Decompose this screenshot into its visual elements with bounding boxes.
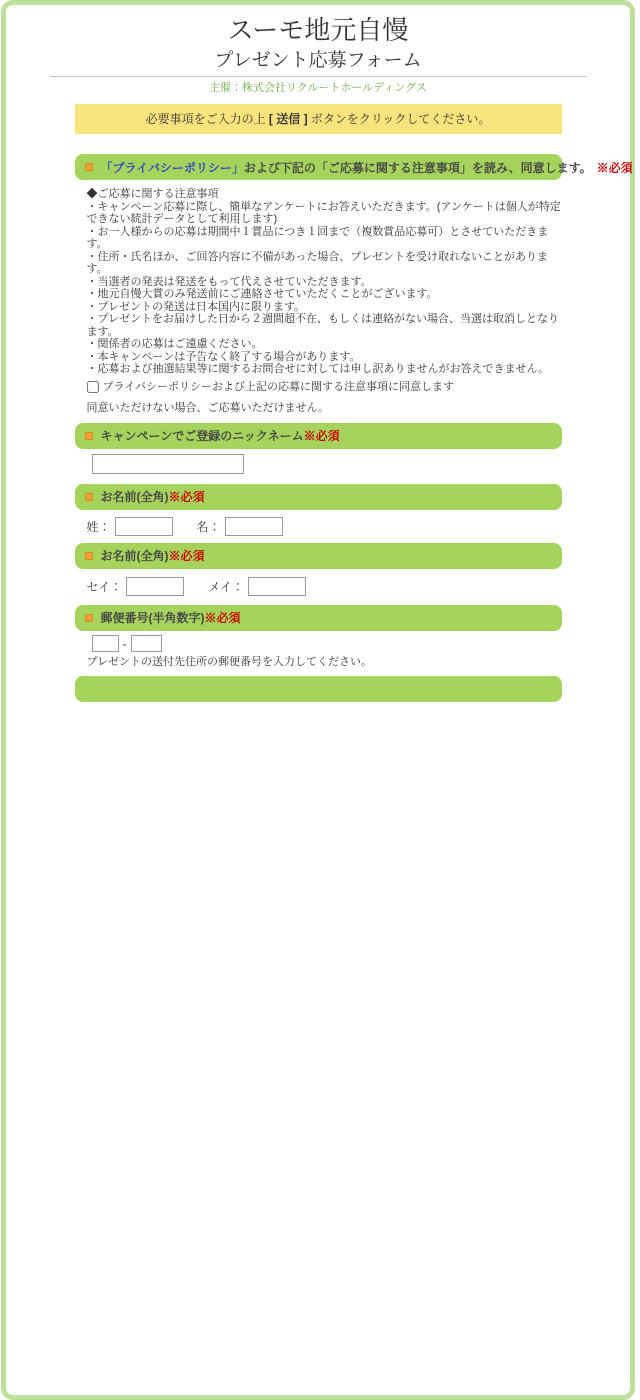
- section-header-consent: [75, 154, 633, 180]
- first-name-kana-label: メイ：: [208, 580, 244, 594]
- orange-bullet-icon: [85, 163, 93, 171]
- note-line: ・お一人様からの応募は期間中１賞品につき１回まで（複数賞品応募可）とさせていただきます。: [86, 225, 549, 250]
- required-badge: ※必須: [303, 429, 340, 443]
- note-line: ・応募および抽選結果等に関するお問合せに対しては申し訳ありませんがお答えできません。: [86, 363, 550, 375]
- first-name-input[interactable]: [225, 517, 283, 536]
- note-line: ・住所・氏名ほか、ご回答内容に不備があった場合、プレゼントを受け取れないことがあります。: [86, 250, 548, 275]
- organizer-text: 主催：株式会社リクルートホールディングス: [208, 82, 428, 94]
- orange-bullet-icon: [85, 432, 93, 440]
- application-notes: [75, 188, 562, 376]
- name-kana-row: [87, 577, 562, 597]
- section-header-nickname: [75, 423, 562, 449]
- note-line: ・関係者の応募はご遠慮ください。: [86, 338, 263, 350]
- last-name-kana-label: セイ：: [86, 580, 123, 594]
- agree-checkbox-label: プライバシーポリシーおよび上記の応募に関する注意事項に同意します: [102, 380, 454, 393]
- note-line: ・本キャンペーンは予告なく終了する場合があります。: [86, 350, 361, 363]
- nickname-input[interactable]: [92, 454, 244, 474]
- page-title: スーモ地元自慢: [227, 15, 409, 45]
- instruction-suffix: ボタンをクリックしてください。: [307, 112, 491, 126]
- page-subtitle: プレゼント応募フォーム: [214, 50, 422, 71]
- note-line: ・地元自慢大賞のみ発送前にご連絡させていただくことがございます。: [86, 288, 438, 300]
- postal-row: [92, 635, 562, 653]
- note-line: ・プレゼントの発送は日本国内に限ります。: [86, 300, 306, 313]
- section-header-name-kana: [75, 543, 562, 569]
- required-badge: ※必須: [168, 490, 205, 504]
- first-name-kana-input[interactable]: [248, 577, 306, 596]
- note-line: ・プレゼントをお届けした日から２週間超不在、もしくは連絡がない場合、当選は取消しとなります。: [86, 313, 560, 338]
- orange-bullet-icon: [85, 493, 93, 501]
- agree-checkbox[interactable]: [87, 381, 99, 393]
- section-header-next: [75, 676, 562, 702]
- note-line: ・当選者の発表は発送をもって代えさせていただきます。: [86, 275, 372, 288]
- required-badge: ※必須: [596, 160, 633, 175]
- first-name-label: 名：: [196, 520, 221, 534]
- last-name-input[interactable]: [115, 517, 173, 536]
- orange-bullet-icon: [85, 614, 93, 622]
- orange-bullet-icon: [85, 552, 93, 560]
- postal-heading-text: 郵便番号(半角数字): [100, 611, 205, 625]
- form-container: [75, 154, 633, 702]
- nickname-heading-text: キャンペーンでご登録のニックネーム: [100, 429, 304, 443]
- privacy-policy-link[interactable]: 「プライバシーポリシー」: [100, 160, 244, 175]
- instruction-prefix: 必要事項をご入力の上: [145, 112, 269, 126]
- postal-code-input-1[interactable]: [92, 635, 119, 652]
- postal-code-input-2[interactable]: [131, 635, 162, 652]
- required-badge: ※必須: [168, 549, 205, 563]
- decline-note: 同意いただけない場合、ご応募いただけません。: [86, 401, 330, 414]
- last-name-kana-input[interactable]: [126, 577, 184, 596]
- required-badge: ※必須: [204, 611, 241, 625]
- note-line: ・キャンペーン応募に際し、簡単なアンケートにお答えいただきます。(アンケートは個人が特定できない統計データとして利用します): [86, 200, 561, 225]
- name-kanji-heading-text: お名前(全角): [100, 490, 169, 504]
- submit-button-mention: [ 送信 ]: [268, 112, 308, 126]
- header-divider: [50, 76, 586, 77]
- consent-heading-text: および下記の「ご応募に関する注意事項」を読み、同意します。: [243, 160, 592, 175]
- instruction-banner: [75, 104, 562, 134]
- notes-title: ◆ご応募に関する注意事項: [86, 188, 219, 200]
- section-header-name-kanji: [75, 484, 562, 510]
- postal-separator: -: [122, 636, 127, 651]
- name-kanji-row: [87, 517, 562, 537]
- agree-row[interactable]: [87, 381, 562, 394]
- postal-note: プレゼントの送付先住所の郵便番号を入力してください。: [86, 655, 373, 668]
- name-kana-heading-text: お名前(全角): [100, 549, 169, 563]
- last-name-label: 姓：: [86, 520, 111, 534]
- page-frame: [1, 0, 635, 1400]
- section-header-postal: [75, 605, 562, 631]
